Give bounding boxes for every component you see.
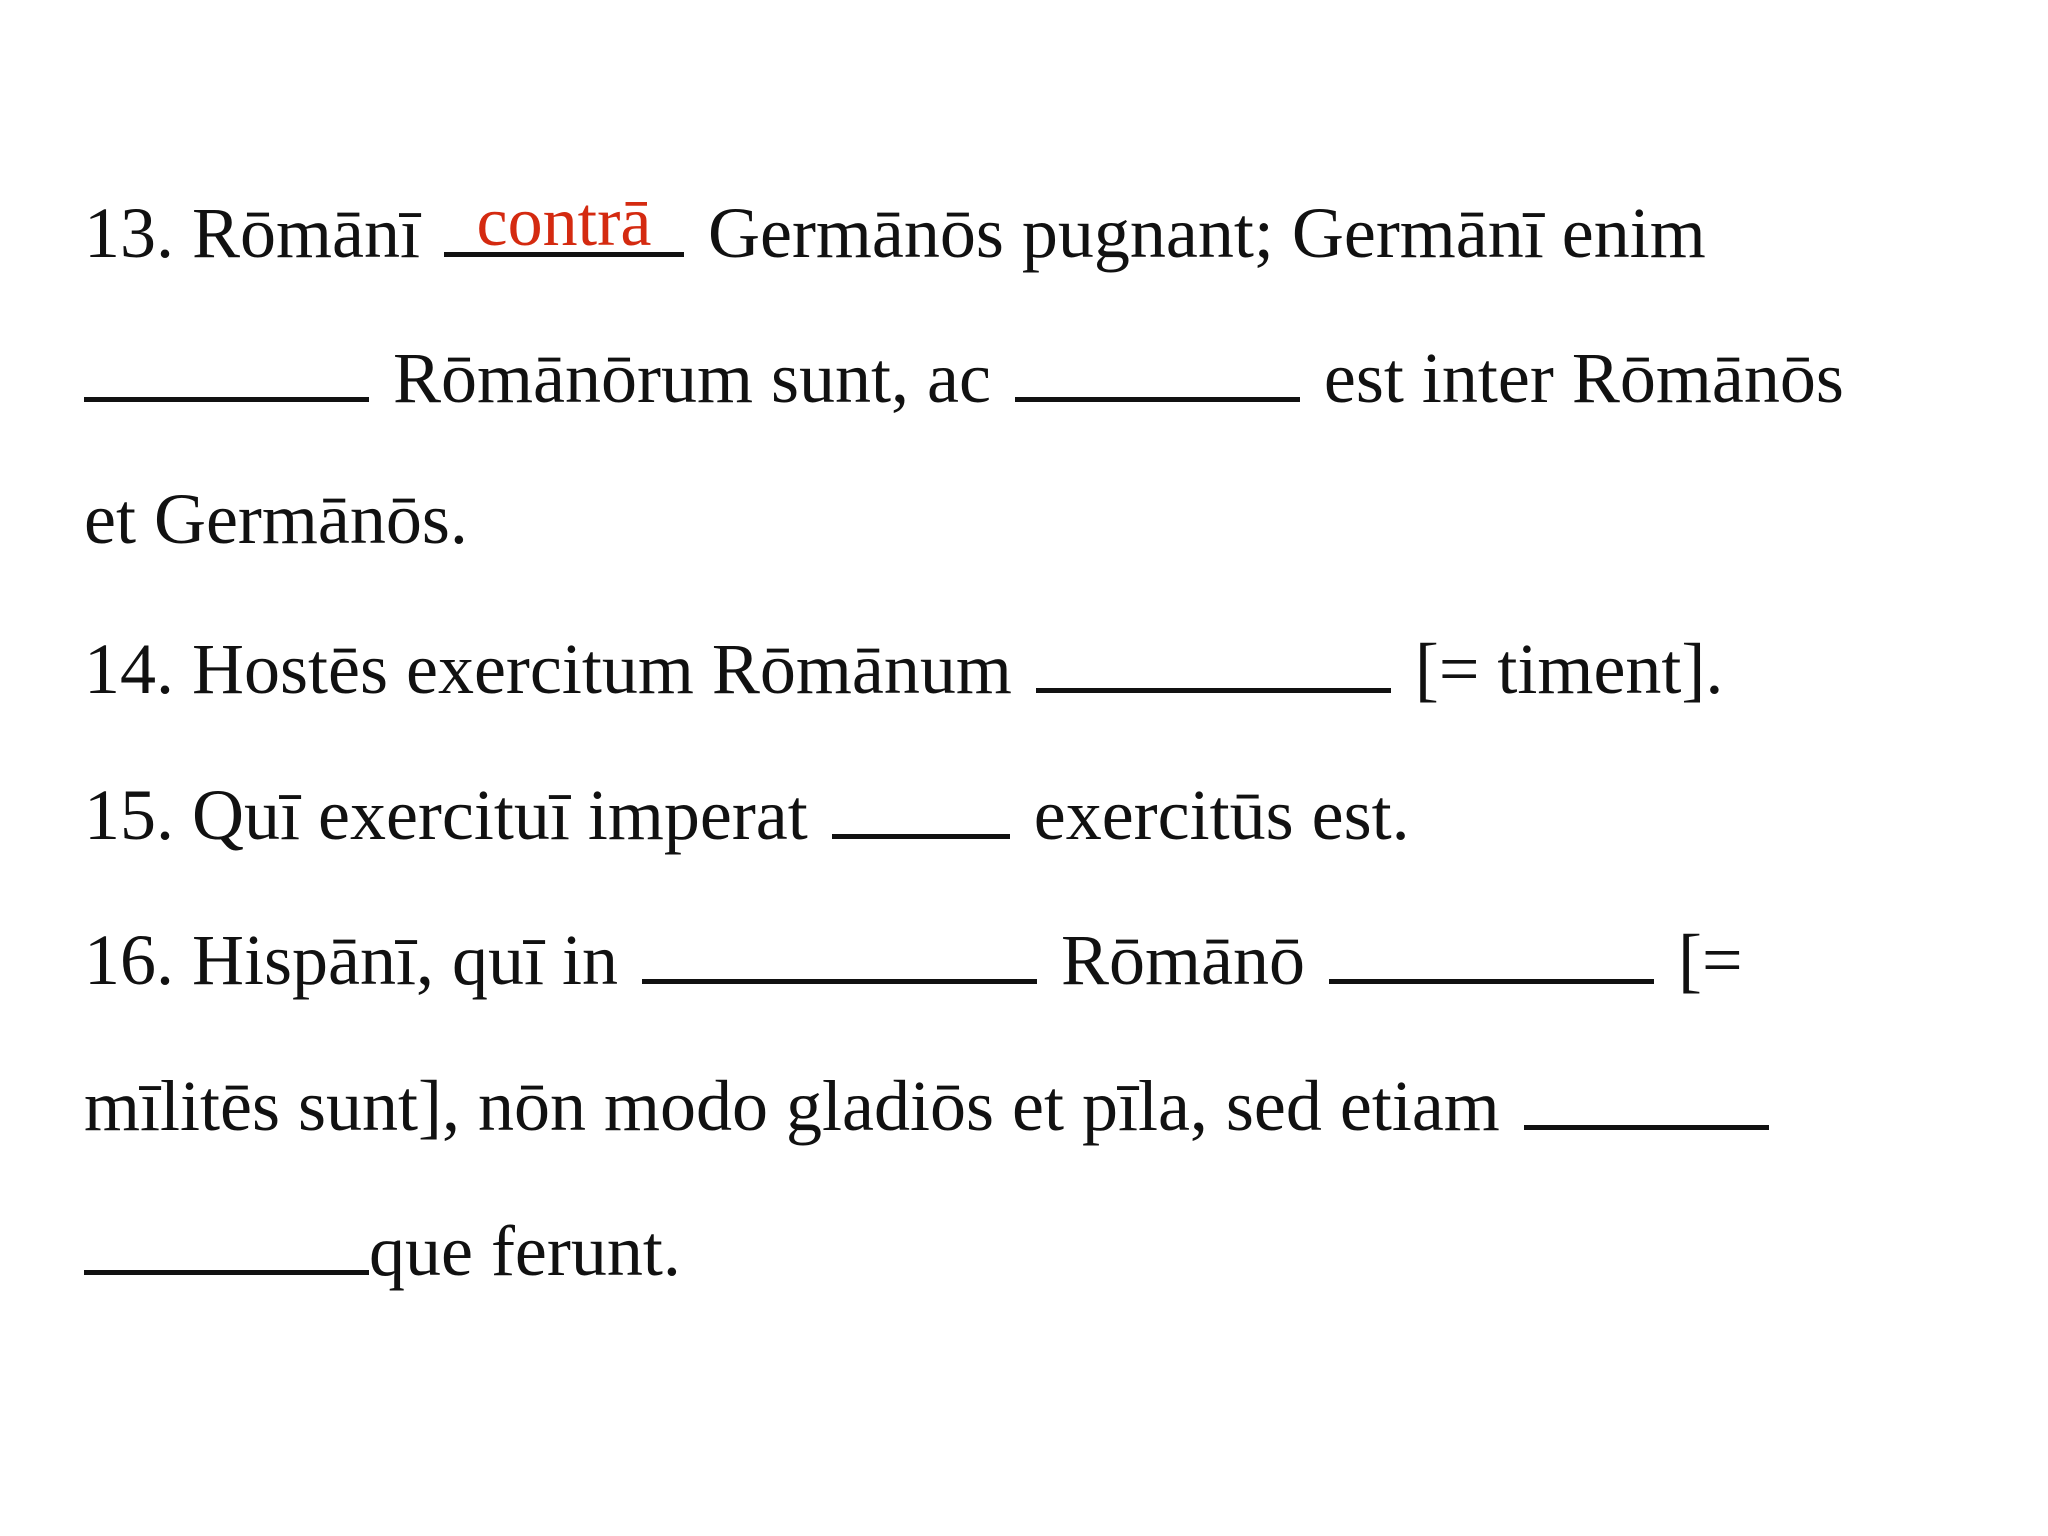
q13-line-3 bbox=[84, 479, 468, 559]
q13-answer-1: contrā bbox=[476, 184, 652, 261]
q14-line bbox=[84, 628, 1724, 709]
q16-text-5: que ferunt. bbox=[369, 1211, 681, 1291]
q13-blank-3[interactable] bbox=[1015, 337, 1300, 402]
q16-blank-4[interactable] bbox=[84, 1210, 369, 1275]
q15-blank[interactable] bbox=[832, 774, 1010, 839]
q16-text-2: Rōmānō bbox=[1061, 920, 1305, 1000]
q13-line-1 bbox=[84, 184, 1706, 273]
q13-line-2 bbox=[84, 337, 1844, 418]
q15-text-1: 15. Quī exercituī imperat bbox=[84, 775, 808, 855]
q13-blank-2[interactable] bbox=[84, 337, 369, 402]
q16-line-2 bbox=[84, 1065, 1775, 1146]
q16-line-3 bbox=[84, 1210, 681, 1291]
q13-blank-1[interactable] bbox=[444, 184, 684, 261]
q14-text-1: 14. Hostēs exercitum Rōmānum bbox=[84, 629, 1012, 709]
q16-text-1: 16. Hispānī, quī in bbox=[84, 920, 618, 1000]
q13-text-1: 13. Rōmānī bbox=[84, 193, 420, 273]
q13-text-5: et Germānōs. bbox=[84, 479, 468, 559]
q13-text-3: Rōmānōrum sunt, ac bbox=[393, 338, 991, 418]
q16-blank-3[interactable] bbox=[1524, 1065, 1769, 1130]
q14-blank[interactable] bbox=[1036, 628, 1391, 693]
q13-text-4: est inter Rōmānōs bbox=[1323, 338, 1844, 418]
q16-blank-1[interactable] bbox=[642, 919, 1037, 984]
q16-text-4: mīlitēs sunt], nōn modo gladiōs et pīla, sed etiam bbox=[84, 1066, 1500, 1146]
q13-text-2: Germānōs pugnant; Germānī enim bbox=[708, 193, 1706, 273]
q16-text-3: [= bbox=[1677, 920, 1743, 1000]
q15-text-2: exercitūs est. bbox=[1033, 775, 1410, 855]
q16-line-1 bbox=[84, 919, 1743, 1000]
q16-blank-2[interactable] bbox=[1329, 919, 1654, 984]
q15-line bbox=[84, 774, 1410, 855]
q14-text-2: [= timent]. bbox=[1414, 629, 1724, 709]
